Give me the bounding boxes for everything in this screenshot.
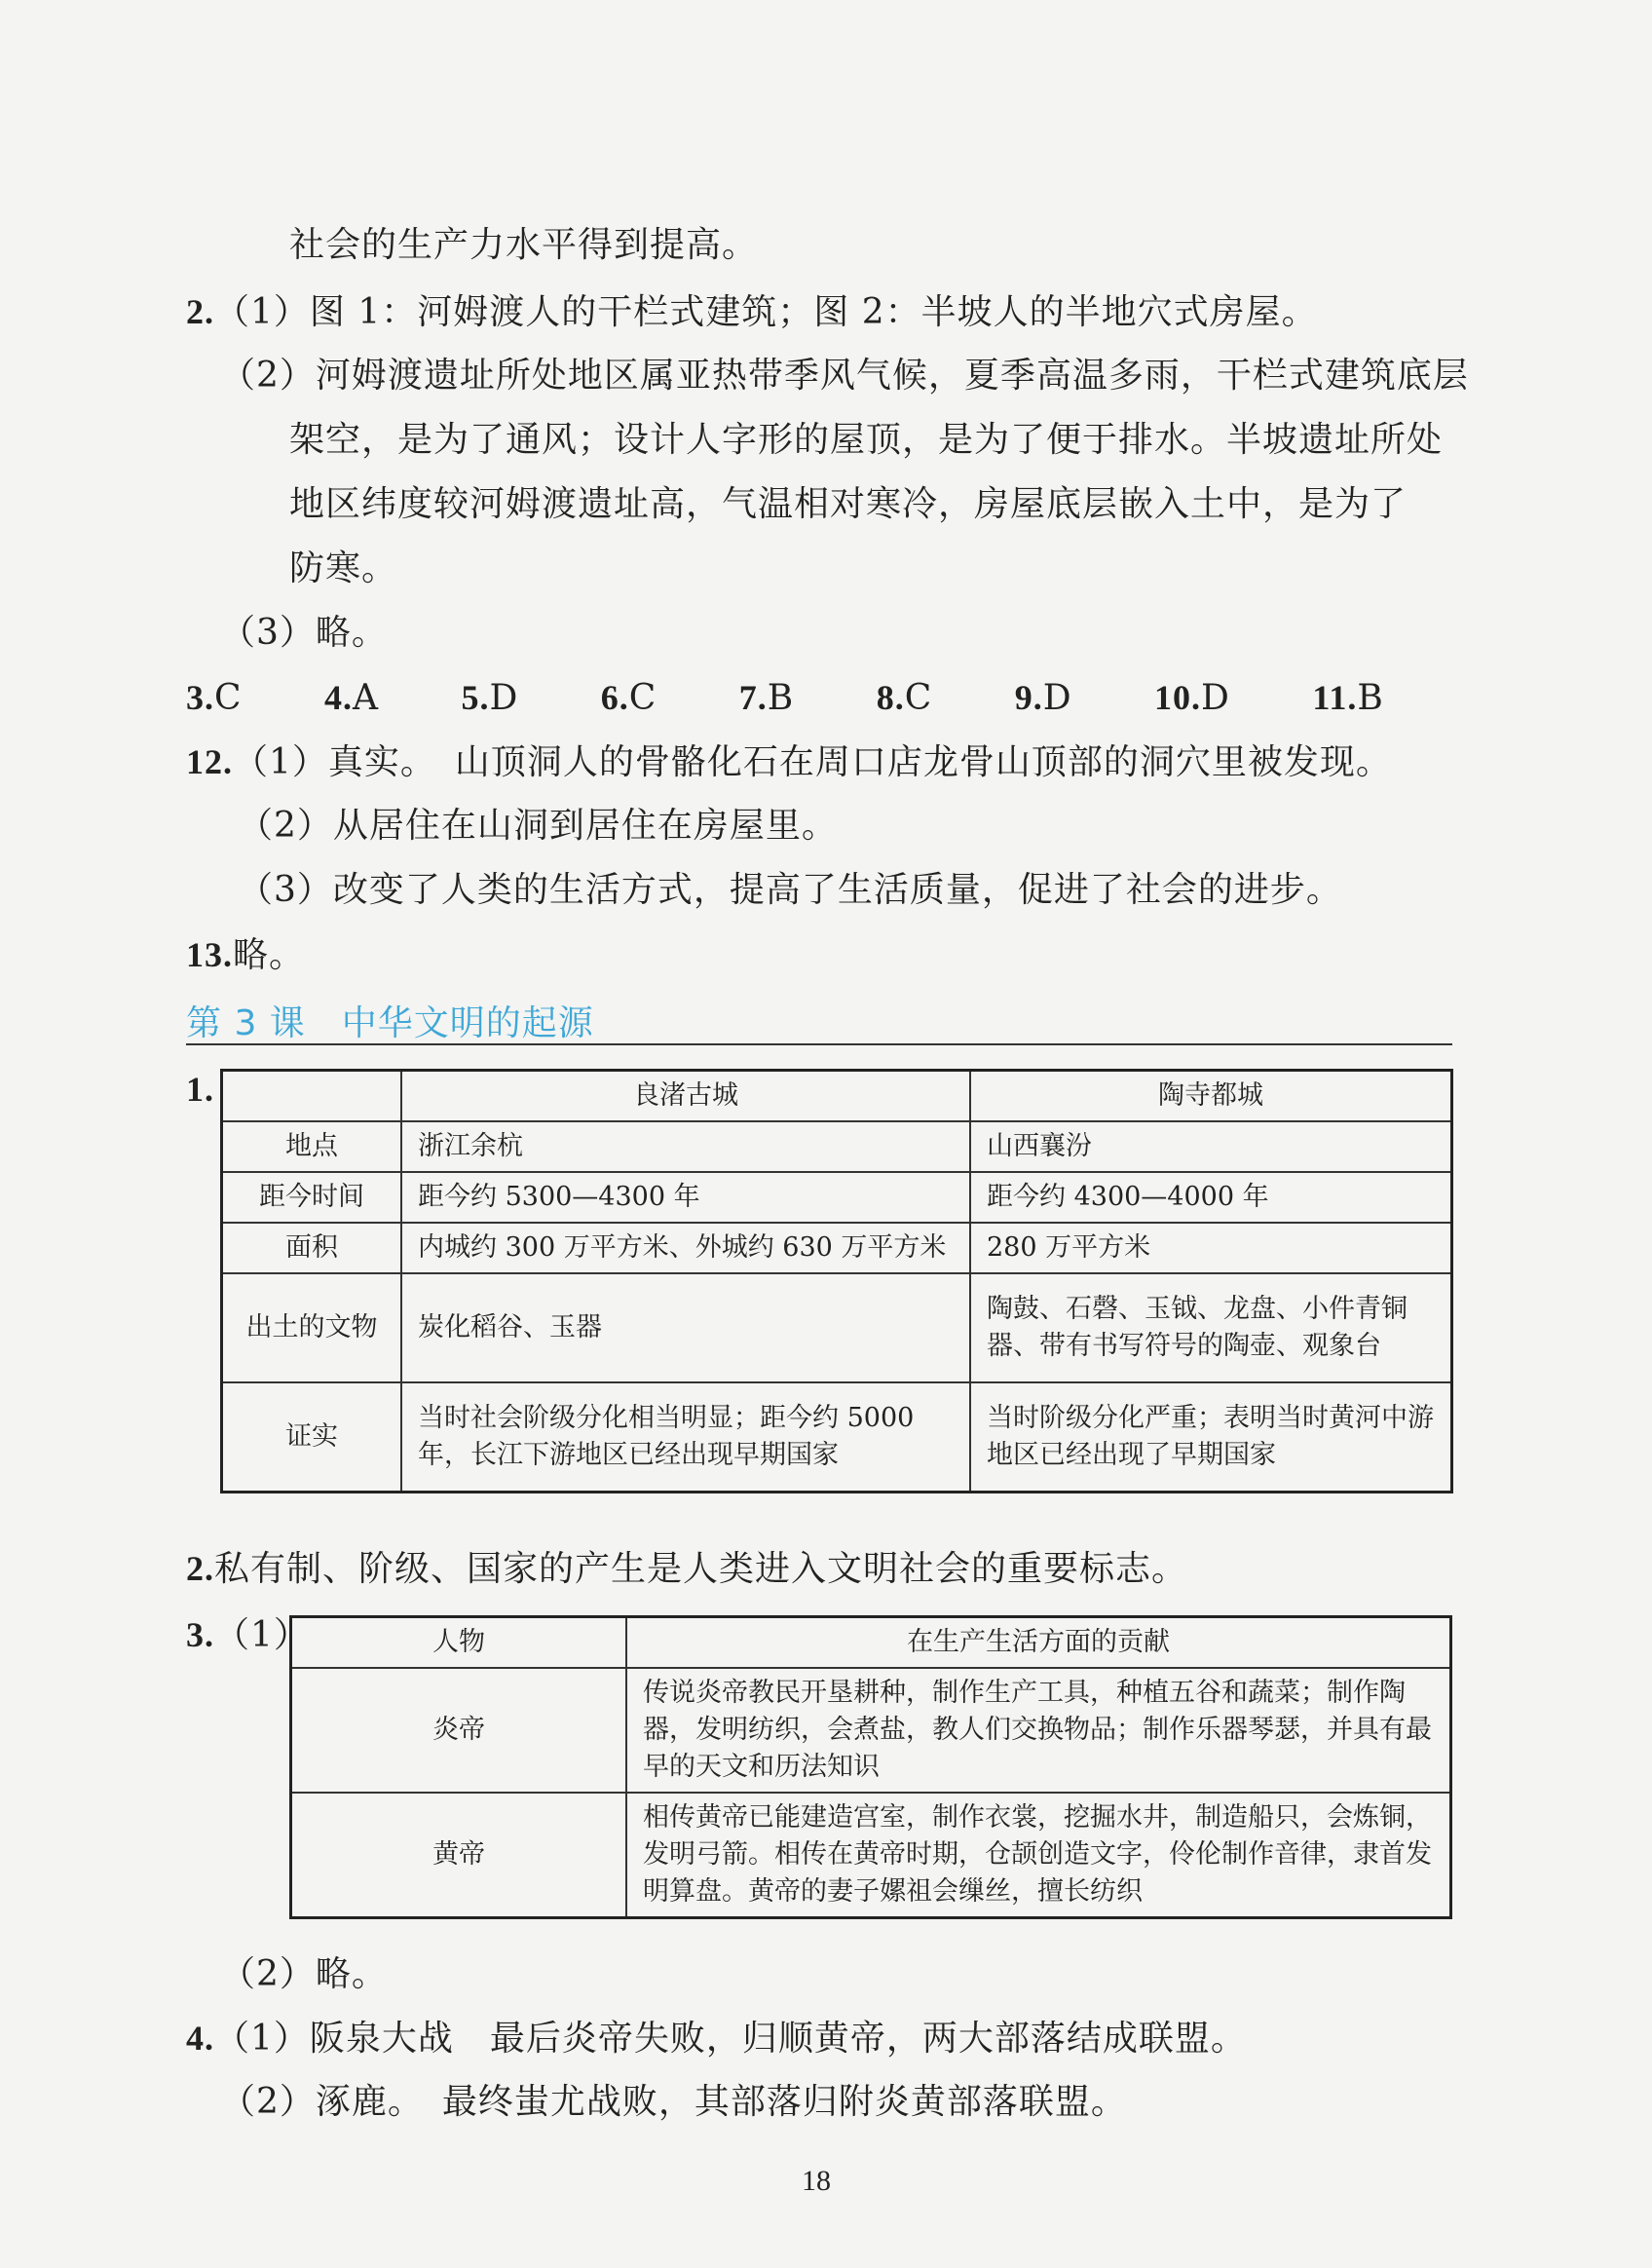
text-line: 地区纬度较河姆渡遗址高，气温相对寒冷，房屋底层嵌入土中，是为了: [289, 484, 1408, 524]
text-line: （2）从居住在山洞到居住在房屋里。: [238, 806, 838, 846]
table-cell: 传说炎帝教民开垦耕种，制作生产工具，种植五谷和蔬菜；制作陶器，发明纺织，会煮盐，教人们交换物品；制作乐器琴瑟，并具有最早的天文和历法知识: [626, 1668, 1451, 1793]
table-cell: 炭化稻谷、玉器: [401, 1273, 970, 1382]
table-cell: 陶鼓、石磬、玉钺、龙盘、小件青铜器、带有书写符号的陶壶、观象台: [970, 1273, 1452, 1382]
question-number: 2.: [186, 1549, 214, 1588]
table-cell: 出土的文物: [222, 1273, 402, 1382]
table-header: [222, 1071, 402, 1122]
answer-item: 4.A: [324, 678, 379, 718]
question-4-lesson3: [186, 2015, 1247, 2062]
table-cell: 当时社会阶级分化相当明显；距今约 5000 年，长江下游地区已经出现早期国家: [401, 1382, 970, 1492]
contribution-table: [289, 1615, 1452, 1919]
question-number: 13.: [186, 935, 233, 974]
comparison-table: [220, 1069, 1453, 1493]
answer-text: （1）: [214, 1615, 310, 1655]
answer-item: 10.D: [1154, 678, 1230, 718]
answer-item: 3.C: [186, 678, 243, 718]
question-2: [186, 288, 1318, 336]
table-row: [291, 1668, 1451, 1793]
table-cell: 距今时间: [222, 1172, 402, 1223]
table-cell: 浙江余杭: [401, 1121, 970, 1172]
answer-text: （1）图 1：河姆渡人的干栏式建筑；图 2：半坡人的半地穴式房屋。: [214, 292, 1318, 332]
table-header: 人物: [291, 1617, 627, 1669]
text-line: （2）河姆渡遗址所处地区属亚热带季风气候，夏季高温多雨，干栏式建筑底层: [220, 356, 1469, 396]
answer-item: 8.C: [876, 678, 933, 718]
table-row: [222, 1382, 1452, 1492]
table-header: 在生产生活方面的贡献: [626, 1617, 1451, 1669]
divider: [186, 1043, 1452, 1045]
table-cell: 相传黄帝已能建造宫室，制作衣裳，挖掘水井，制造船只，会炼铜，发明弓箭。相传在黄帝时期，仓颉创造文字，伶伦制作音律，隶首发明算盘。黄帝的妻子嫘祖会缫丝，擅长纺织: [626, 1793, 1451, 1918]
question-2-lesson3: [186, 1545, 1187, 1593]
text-line: （3）改变了人类的生活方式，提高了生活质量，促进了社会的进步。: [238, 870, 1342, 910]
table-cell: 280 万平方米: [970, 1223, 1452, 1273]
table-cell: 面积: [222, 1223, 402, 1273]
question-number: 4.: [186, 2019, 214, 2058]
table-header-row: [222, 1071, 1452, 1122]
question-number: 3.: [186, 1615, 214, 1654]
answer-row: [186, 674, 1454, 722]
table-header: 陶寺都城: [970, 1071, 1452, 1122]
table-cell: 距今约 5300—4300 年: [401, 1172, 970, 1223]
table-cell: 证实: [222, 1382, 402, 1492]
text-line: 架空，是为了通风；设计人字形的屋顶，是为了便于排水。半坡遗址所处: [289, 420, 1444, 460]
question-12: [186, 738, 1392, 786]
table-cell: 当时阶级分化严重；表明当时黄河中游地区已经出现了早期国家: [970, 1382, 1452, 1492]
answer-item: 7.B: [738, 678, 795, 718]
question-number: 2.: [186, 292, 214, 331]
table-cell: 山西襄汾: [970, 1121, 1452, 1172]
answer-text: （1）真实。 山顶洞人的骨骼化石在周口店龙骨山顶部的洞穴里被发现。: [233, 742, 1392, 782]
question-13: [186, 931, 305, 979]
answer-item: 6.C: [600, 678, 657, 718]
page-number: 18: [802, 2165, 831, 2197]
question-number: 12.: [186, 742, 233, 781]
answer-item: 5.D: [461, 678, 519, 718]
table-row: [222, 1273, 1452, 1382]
table-row: [291, 1793, 1451, 1918]
answer-text: 略。: [233, 935, 306, 975]
text-line: （3）略。: [220, 613, 388, 653]
text-line: （2）略。: [220, 1954, 388, 1994]
answer-text: （1）阪泉大战 最后炎帝失败，归顺黄帝，两大部落结成联盟。: [214, 2019, 1247, 2059]
table-row: [222, 1172, 1452, 1223]
table-row: [222, 1121, 1452, 1172]
text-line: （2）涿鹿。 最终蚩尤战败，其部落归附炎黄部落联盟。: [220, 2082, 1127, 2122]
text-line: 防寒。: [289, 548, 398, 588]
table-header: 良渚古城: [401, 1071, 970, 1122]
lesson-title: 第 3 课 中华文明的起源: [186, 1003, 594, 1043]
answer-item: 11.B: [1312, 678, 1384, 718]
table-row: [222, 1223, 1452, 1273]
table-header-row: [291, 1617, 1451, 1669]
question-number: 1.: [186, 1070, 214, 1109]
answer-item: 9.D: [1014, 678, 1072, 718]
answer-text: 私有制、阶级、国家的产生是人类进入文明社会的重要标志。: [214, 1549, 1188, 1589]
table-cell: 炎帝: [291, 1668, 627, 1793]
text-line: 社会的生产力水平得到提高。: [289, 225, 759, 265]
table-cell: 地点: [222, 1121, 402, 1172]
table-cell: 黄帝: [291, 1793, 627, 1918]
table-cell: 内城约 300 万平方米、外城约 630 万平方米: [401, 1223, 970, 1273]
table-cell: 距今约 4300—4000 年: [970, 1172, 1452, 1223]
